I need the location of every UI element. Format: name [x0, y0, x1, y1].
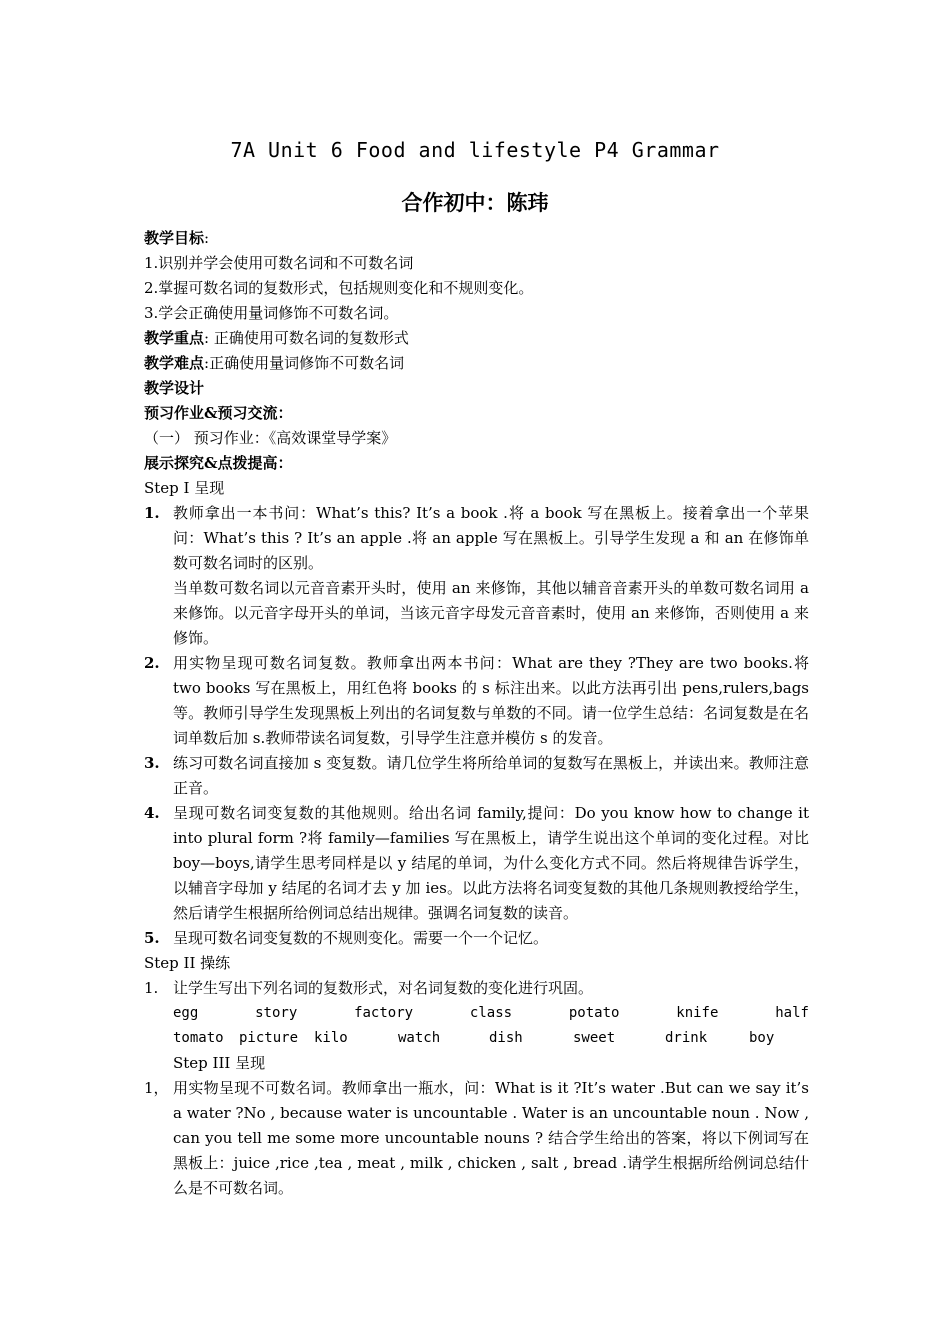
goal-1: 1.识别并学会使用可数名词和不可数名词: [144, 254, 414, 272]
words-row-1: [173, 1001, 809, 1026]
word: story: [255, 1005, 298, 1021]
difficulty: 教学难点:正确使用量词修饰不可数名词: [144, 354, 405, 372]
goal-3: 3.学会正确使用量词修饰不可数名词。: [144, 304, 399, 322]
goals-heading: 教学目标:: [144, 229, 210, 247]
word: egg: [173, 1005, 199, 1021]
design-heading: 教学设计: [144, 379, 205, 397]
word: factory: [354, 1005, 414, 1021]
word: kilo: [314, 1030, 348, 1046]
step2-item-1: [144, 976, 809, 1001]
item-text: 让学生写出下列名词的复数形式，对名词复数的变化进行巩固。: [173, 979, 594, 997]
preview-heading: 预习作业&预习交流：: [144, 404, 293, 422]
goal-2: 2.掌握可数名词的复数形式，包括规则变化和不规则变化。: [144, 279, 534, 297]
word: tomato: [173, 1030, 224, 1046]
word: knife: [676, 1005, 719, 1021]
item-number: 3.: [144, 754, 160, 772]
item-text: 教师拿出一本书问：What’s this? It’s a book .将 a book 写在黑板上。接着拿出一个苹果问：What’s this ? It’s an apple .将 an apple 写在黑板上。引导学生发现 a 和 an 在修饰单数可数名词时的区别。: [173, 504, 809, 572]
words-row-2: [173, 1026, 809, 1051]
item-number: 1，: [144, 1079, 169, 1097]
author-line: 合作初中：陈玮: [401, 191, 549, 215]
step3-heading: Step III 呈现: [173, 1054, 266, 1072]
item-number: 1.: [144, 504, 160, 522]
step1-item-2: [144, 651, 809, 751]
item-number: 4.: [144, 804, 160, 822]
word: potato: [568, 1005, 620, 1021]
item-text: 用实物呈现可数名词复数。教师拿出两本书问：What are they ?They are two books.将 two books 写在黑板上，用红色将 books 的 s 标注出来。以此方法再引出 pens,rulers,bags 等。教师引导学生发现黑板上列出的名词复数与单数的不同。请一位学生总结：名词复数是在名词单数后加 s.教师带读名词复数，引导学生注意并模仿 s 的发音。: [173, 654, 809, 747]
preview-item: （一） 预习作业：《高效课堂导学案》: [144, 429, 397, 447]
explore-heading: 展示探究&点拨提高：: [144, 454, 293, 472]
item-text: 练习可数名词直接加 s 变复数。请几位学生将所给单词的复数写在黑板上，并读出来。教师注意正音。: [173, 754, 809, 797]
item-text: 用实物呈现不可数名词。教师拿出一瓶水，问：What is it ?It’s water .But can we say it’s a water ?No , because water is uncountable . Water is an uncountable noun . Now , can you tell me some more uncountable nouns ? 结合学生给出的答案，将以下例词写在黑板上：juice ,rice ,tea , meat , milk , chicken , salt , bread .请学生根据所给例词总结什么是不可数名词。: [173, 1079, 809, 1197]
word: watch: [398, 1030, 441, 1046]
word: sweet: [573, 1030, 616, 1046]
word: picture: [239, 1030, 299, 1046]
item-text: 呈现可数名词变复数的不规则变化。需要一个一个记忆。: [173, 929, 549, 947]
step1-item-5: [144, 926, 809, 951]
word: boy: [749, 1030, 775, 1046]
item-text-extra: 当单数可数名词以元音音素开头时，使用 an 来修饰，其他以辅音音素开头的单数可数名词用 a 来修饰。以元音字母开头的单词，当该元音字母发元音音素时，使用 an 来修饰，否则使用 a 来修饰。: [173, 579, 809, 647]
step3-item-1: [144, 1076, 809, 1201]
step1-item-4: [144, 801, 809, 926]
item-number: 5.: [144, 929, 160, 947]
key-point: 教学重点: 正确使用可数名词的复数形式: [144, 329, 409, 347]
item-number: 1.: [144, 979, 159, 997]
word: half: [775, 1005, 809, 1021]
item-text: 呈现可数名词变复数的其他规则。给出名词 family,提问：Do you know how to change it into plural form ?将 family—families 写在黑板上，请学生说出这个单词的变化过程。对比 boy—boys,请学生思考同样是以 y 结尾的单词，为什么变化方式不同。然后将规律告诉学生，以辅音字母加 y 结尾的名词才去 y 加 ies。以此方法将名词变复数的其他几条规则教授给学生，然后请学生根据所给例词总结出规律。强调名词复数的读音。: [173, 804, 809, 922]
document-title: 7A Unit 6 Food and lifestyle P4 Grammar: [230, 138, 720, 162]
step1-heading: Step I 呈现: [144, 479, 225, 497]
word: class: [469, 1005, 513, 1021]
step1-item-1: [144, 501, 809, 651]
word: drink: [665, 1030, 708, 1046]
step2-heading: Step II 操练: [144, 954, 231, 972]
document-body: [144, 226, 809, 1201]
item-number: 2.: [144, 654, 160, 672]
word: dish: [489, 1030, 523, 1046]
step1-item-3: [144, 751, 809, 801]
